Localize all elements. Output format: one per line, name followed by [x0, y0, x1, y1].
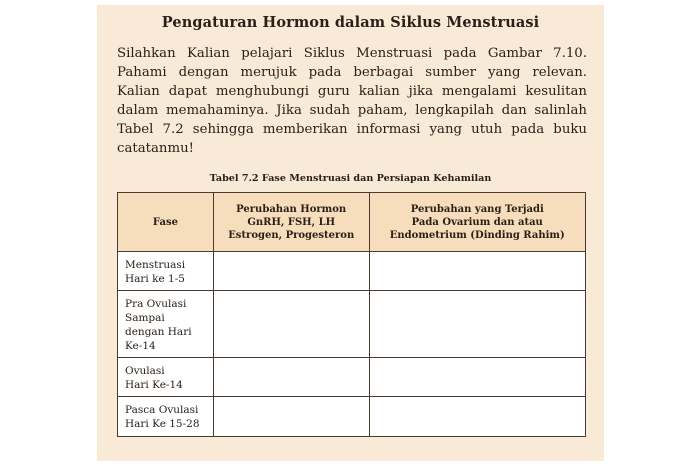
header-hormone-changes [213, 193, 369, 252]
fase-line: Sampai [125, 312, 165, 324]
fase-cell [118, 397, 214, 437]
organ-input-cell[interactable] [369, 252, 585, 291]
paragraph-line: Silahkan Kalian pelajari Siklus Menstruasi pada Gambar 7.10. [117, 46, 587, 61]
header-line: GnRH, FSH, LH [247, 216, 336, 228]
fase-line: Menstruasi [125, 259, 186, 271]
table-row [118, 397, 586, 437]
hormone-input-cell[interactable] [213, 358, 369, 397]
header-line: Fase [152, 216, 178, 228]
organ-input-cell[interactable] [369, 358, 585, 397]
fase-cell [118, 358, 214, 397]
fase-line: Ke-14 [125, 340, 156, 352]
paragraph-line: dalam memahaminya. Jika sudah paham, lengkapilah dan salinlah [117, 103, 587, 118]
table-row [118, 252, 586, 291]
phase-table [117, 192, 586, 437]
header-fase [118, 193, 214, 252]
fase-line: dengan Hari [125, 326, 192, 338]
header-line: Pada Ovarium dan atau [411, 216, 543, 228]
header-line: Perubahan yang Terjadi [410, 203, 544, 215]
fase-cell [118, 252, 214, 291]
table-caption: Tabel 7.2 Fase Menstruasi dan Persiapan Kehamilan [209, 173, 492, 184]
paragraph-line: catatanmu! [117, 141, 194, 156]
organ-input-cell[interactable] [369, 291, 585, 358]
fase-line: Hari Ke-14 [125, 379, 183, 391]
table-header-row [118, 193, 586, 252]
fase-line: Ovulasi [125, 365, 165, 377]
organ-input-cell[interactable] [369, 397, 585, 437]
hormone-input-cell[interactable] [213, 291, 369, 358]
header-organ-changes [369, 193, 585, 252]
header-line: Estrogen, Progesteron [228, 229, 355, 241]
fase-cell [118, 291, 214, 358]
section-title: Pengaturan Hormon dalam Siklus Menstruasi [161, 14, 540, 31]
instruction-paragraph [117, 44, 587, 158]
table-row [118, 358, 586, 397]
hormone-input-cell[interactable] [213, 252, 369, 291]
fase-line: Hari ke 1-5 [125, 273, 185, 285]
hormone-input-cell[interactable] [213, 397, 369, 437]
fase-line: Pasca Ovulasi [125, 404, 199, 416]
textbook-panel [97, 5, 604, 461]
paragraph-line: Tabel 7.2 sehingga memberikan informasi yang utuh pada buku [117, 122, 587, 137]
paragraph-line: Pahami dengan merujuk pada berbagai sumber yang relevan. [117, 65, 587, 80]
header-line: Perubahan Hormon [236, 203, 347, 215]
table-row [118, 291, 586, 358]
fase-line: Hari Ke 15-28 [125, 418, 200, 430]
header-line: Endometrium (Dinding Rahim) [389, 229, 565, 241]
fase-line: Pra Ovulasi [125, 298, 187, 310]
paragraph-line: Kalian dapat menghubungi guru kalian jika mengalami kesulitan [117, 84, 587, 99]
